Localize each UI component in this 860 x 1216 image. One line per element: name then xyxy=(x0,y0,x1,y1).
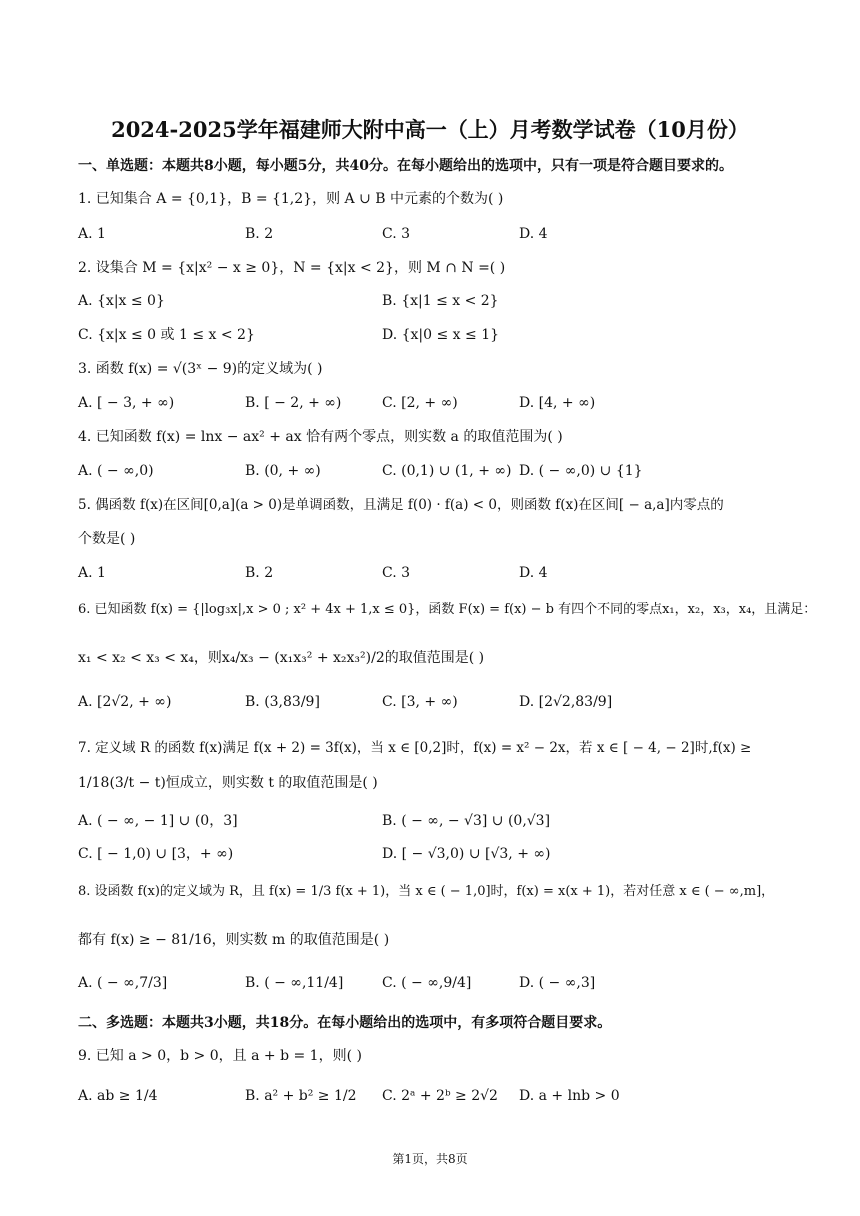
question-8-option-d: D. ( − ∞,3] xyxy=(519,975,596,991)
question-7-option-c: C. [ − 1,0) ∪ [3，+ ∞) xyxy=(78,846,234,862)
question-8-stem-continued: 都有 f(x) ≥ − 81/16，则实数 m 的取值范围是( ) xyxy=(78,932,390,948)
question-9-stem: 9. 已知 a > 0，b > 0，且 a + b = 1，则( ) xyxy=(78,1048,362,1064)
question-7-option-a: A. ( − ∞, − 1] ∪ (0，3] xyxy=(78,813,238,829)
question-4-option-a: A. ( − ∞,0) xyxy=(78,463,154,479)
question-3-option-a: A. [ − 3, + ∞) xyxy=(78,395,175,411)
question-6-stem-continued: x₁ < x₂ < x₃ < x₄，则x₄/x₃ − (x₁x₃² + x₂x₃²)/2的取值范围是( ) xyxy=(78,650,485,666)
question-3-option-b: B. [ − 2, + ∞) xyxy=(245,395,342,411)
question-5-option-c: C. 3 xyxy=(382,565,411,581)
question-8-option-c: C. ( − ∞,9/4] xyxy=(382,975,472,991)
question-1-option-a: A. 1 xyxy=(78,226,106,242)
question-2-option-b: B. {x|1 ≤ x < 2} xyxy=(382,293,499,309)
question-2-option-a: A. {x|x ≤ 0} xyxy=(78,293,165,309)
question-6-option-c: C. [3, + ∞) xyxy=(382,694,458,710)
question-2-option-d: D. {x|0 ≤ x ≤ 1} xyxy=(382,327,500,343)
question-9-option-b: B. a² + b² ≥ 1/2 xyxy=(245,1088,357,1104)
exam-title: 2024-2025学年福建师大附中高一（上）月考数学试卷（10月份） xyxy=(111,117,749,142)
question-4-option-b: B. (0, + ∞) xyxy=(245,463,321,479)
page-number-footer: 第1页，共8页 xyxy=(392,1152,468,1166)
question-7-option-b: B. ( − ∞, − √3] ∪ (0,√3] xyxy=(382,813,551,829)
question-2-stem: 2. 设集合 M = {x|x² − x ≥ 0}，N = {x|x < 2}，则 M ∩ N =( ) xyxy=(78,260,506,276)
question-2-option-c: C. {x|x ≤ 0 或 1 ≤ x < 2} xyxy=(78,327,255,343)
question-5-option-a: A. 1 xyxy=(78,565,106,581)
question-4-stem: 4. 已知函数 f(x) = lnx − ax² + ax 恰有两个零点，则实数 a 的取值范围为( ) xyxy=(78,429,563,445)
question-6-option-a: A. [2√2, + ∞) xyxy=(78,694,172,710)
question-5-stem: 5. 偶函数 f(x)在区间[0,a](a > 0)是单调函数，且满足 f(0) · f(a) < 0，则函数 f(x)在区间[ − a,a]内零点的 xyxy=(78,497,724,513)
section-single-choice-header: 一、单选题：本题共8小题，每小题5分，共40分。在每小题给出的选项中，只有一项是符合题目要求的。 xyxy=(78,158,733,174)
question-3-option-c: C. [2, + ∞) xyxy=(382,395,458,411)
question-7-stem: 7. 定义域 R 的函数 f(x)满足 f(x + 2) = 3f(x)，当 x ∈ [0,2]时，f(x) = x² − 2x，若 x ∈ [ − 4, − 2]时,f(x) ≥ xyxy=(78,740,752,756)
question-8-stem: 8. 设函数 f(x)的定义域为 R，且 f(x) = 1/3 f(x + 1)，当 x ∈ ( − 1,0]时，f(x) = x(x + 1)，若对任意 x ∈ ( − ∞,m]， xyxy=(78,884,775,899)
question-5-option-b: B. 2 xyxy=(245,565,274,581)
question-4-option-c: C. (0,1) ∪ (1, + ∞) xyxy=(382,463,512,479)
question-6-option-d: D. [2√2,83/9] xyxy=(519,694,613,710)
question-1-option-b: B. 2 xyxy=(245,226,274,242)
question-7-option-d: D. [ − √3,0) ∪ [√3, + ∞) xyxy=(382,846,551,862)
question-9-option-a: A. ab ≥ 1/4 xyxy=(78,1088,158,1104)
question-6-stem: 6. 已知函数 f(x) = {|log₃x|,x > 0 ; x² + 4x + 1,x ≤ 0}，函数 F(x) = f(x) − b 有四个不同的零点x₁，x₂，x₃，x₄，且满足： xyxy=(78,602,817,617)
question-8-option-a: A. ( − ∞,7/3] xyxy=(78,975,168,991)
question-3-option-d: D. [4, + ∞) xyxy=(519,395,596,411)
question-7-stem-continued: 1/18(3/t − t)恒成立，则实数 t 的取值范围是( ) xyxy=(78,775,378,791)
question-8-option-b: B. ( − ∞,11/4] xyxy=(245,975,344,991)
question-9-option-c: C. 2ᵃ + 2ᵇ ≥ 2√2 xyxy=(382,1088,498,1104)
question-5-stem-continued: 个数是( ) xyxy=(78,531,136,547)
question-4-option-d: D. ( − ∞,0) ∪ {1} xyxy=(519,463,643,479)
question-1-option-c: C. 3 xyxy=(382,226,411,242)
question-9-option-d: D. a + lnb > 0 xyxy=(519,1088,620,1104)
question-6-option-b: B. (3,83/9] xyxy=(245,694,320,710)
question-1-option-d: D. 4 xyxy=(519,226,548,242)
section-multiple-choice-header: 二、多选题：本题共3小题，共18分。在每小题给出的选项中，有多项符合题目要求。 xyxy=(78,1015,612,1031)
question-3-stem: 3. 函数 f(x) = √(3ˣ − 9)的定义域为( ) xyxy=(78,361,323,377)
question-5-option-d: D. 4 xyxy=(519,565,548,581)
question-1-stem: 1. 已知集合 A = {0,1}，B = {1,2}，则 A ∪ B 中元素的个数为( ) xyxy=(78,191,504,207)
